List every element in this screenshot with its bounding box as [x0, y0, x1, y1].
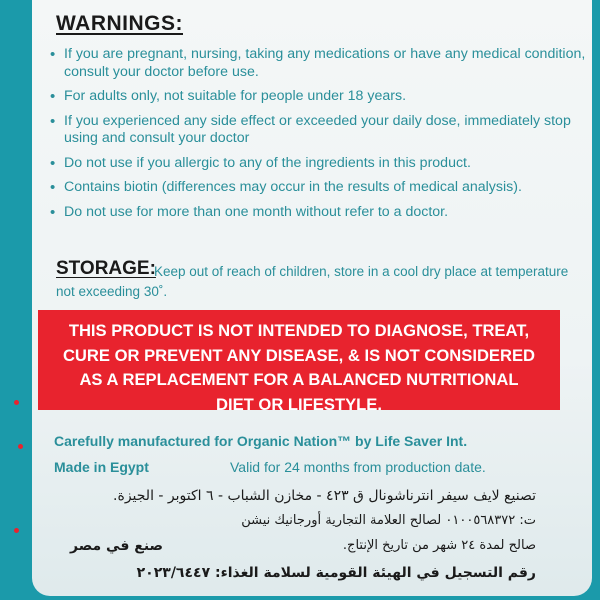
arabic-manufacturer-line: تصنيع لايف سيفر انترناشونال ق ٤٢٣ - مخازن الشباب - ٦ اكتوبر - الجيزة.: [113, 488, 536, 504]
validity-text: Valid for 24 months from production date.: [230, 459, 486, 475]
arabic-made-in: صنع في مصر: [70, 538, 164, 554]
warning-item: • Do not use if you allergic to any of the ingredients in this product.: [46, 155, 586, 173]
storage-text: Keep out of reach of children, store in a cool dry place at temperature not exceeding 30˚.: [56, 264, 569, 299]
disclaimer-line: AS A REPLACEMENT FOR A BALANCED NUTRITIONAL: [79, 370, 519, 389]
disclaimer-banner: [38, 310, 560, 414]
storage-title: STORAGE:: [56, 258, 156, 279]
manufacturer-line: Carefully manufactured for Organic Nation™ by Life Saver Int.: [54, 433, 468, 449]
warnings-list: [46, 46, 586, 221]
warning-item: • If you are pregnant, nursing, taking any medications or have any medical condition, consult your doctor before use.: [46, 46, 586, 81]
decorative-dot: [14, 528, 19, 533]
disclaimer-line: DIET OR LIFESTYLE.: [216, 394, 382, 414]
warnings-title: WARNINGS:: [56, 12, 183, 35]
arabic-registration: رقم التسجيل في الهيئة القومية لسلامة الغذاء: ٢٠٢٣/٦٤٤٧: [136, 565, 536, 581]
made-in-label: Made in Egypt: [54, 459, 149, 475]
warning-item: • Contains biotin (differences may occur in the results of medical analysis).: [46, 179, 586, 197]
arabic-validity: صالح لمدة ٢٤ شهر من تاريخ الإنتاج.: [342, 538, 536, 553]
warning-item: • For adults only, not suitable for people under 18 years.: [46, 88, 586, 106]
decorative-dot: [14, 400, 19, 405]
disclaimer-line: THIS PRODUCT IS NOT INTENDED TO DIAGNOSE, TREAT,: [68, 321, 530, 340]
arabic-phone-line: ت: ٠١٠٠٥٦٨٣٧٢ لصالح العلامة التجارية أورجانيك نيشن: [241, 513, 536, 528]
decorative-dot: [18, 444, 23, 449]
warning-item: • If you experienced any side effect or exceeded your daily dose, immediately stop using and consult your doctor: [46, 113, 586, 148]
warning-item: • Do not use for more than one month without refer to a doctor.: [46, 204, 586, 222]
disclaimer-line: CURE OR PREVENT ANY DISEASE, & IS NOT CONSIDERED: [62, 345, 536, 365]
